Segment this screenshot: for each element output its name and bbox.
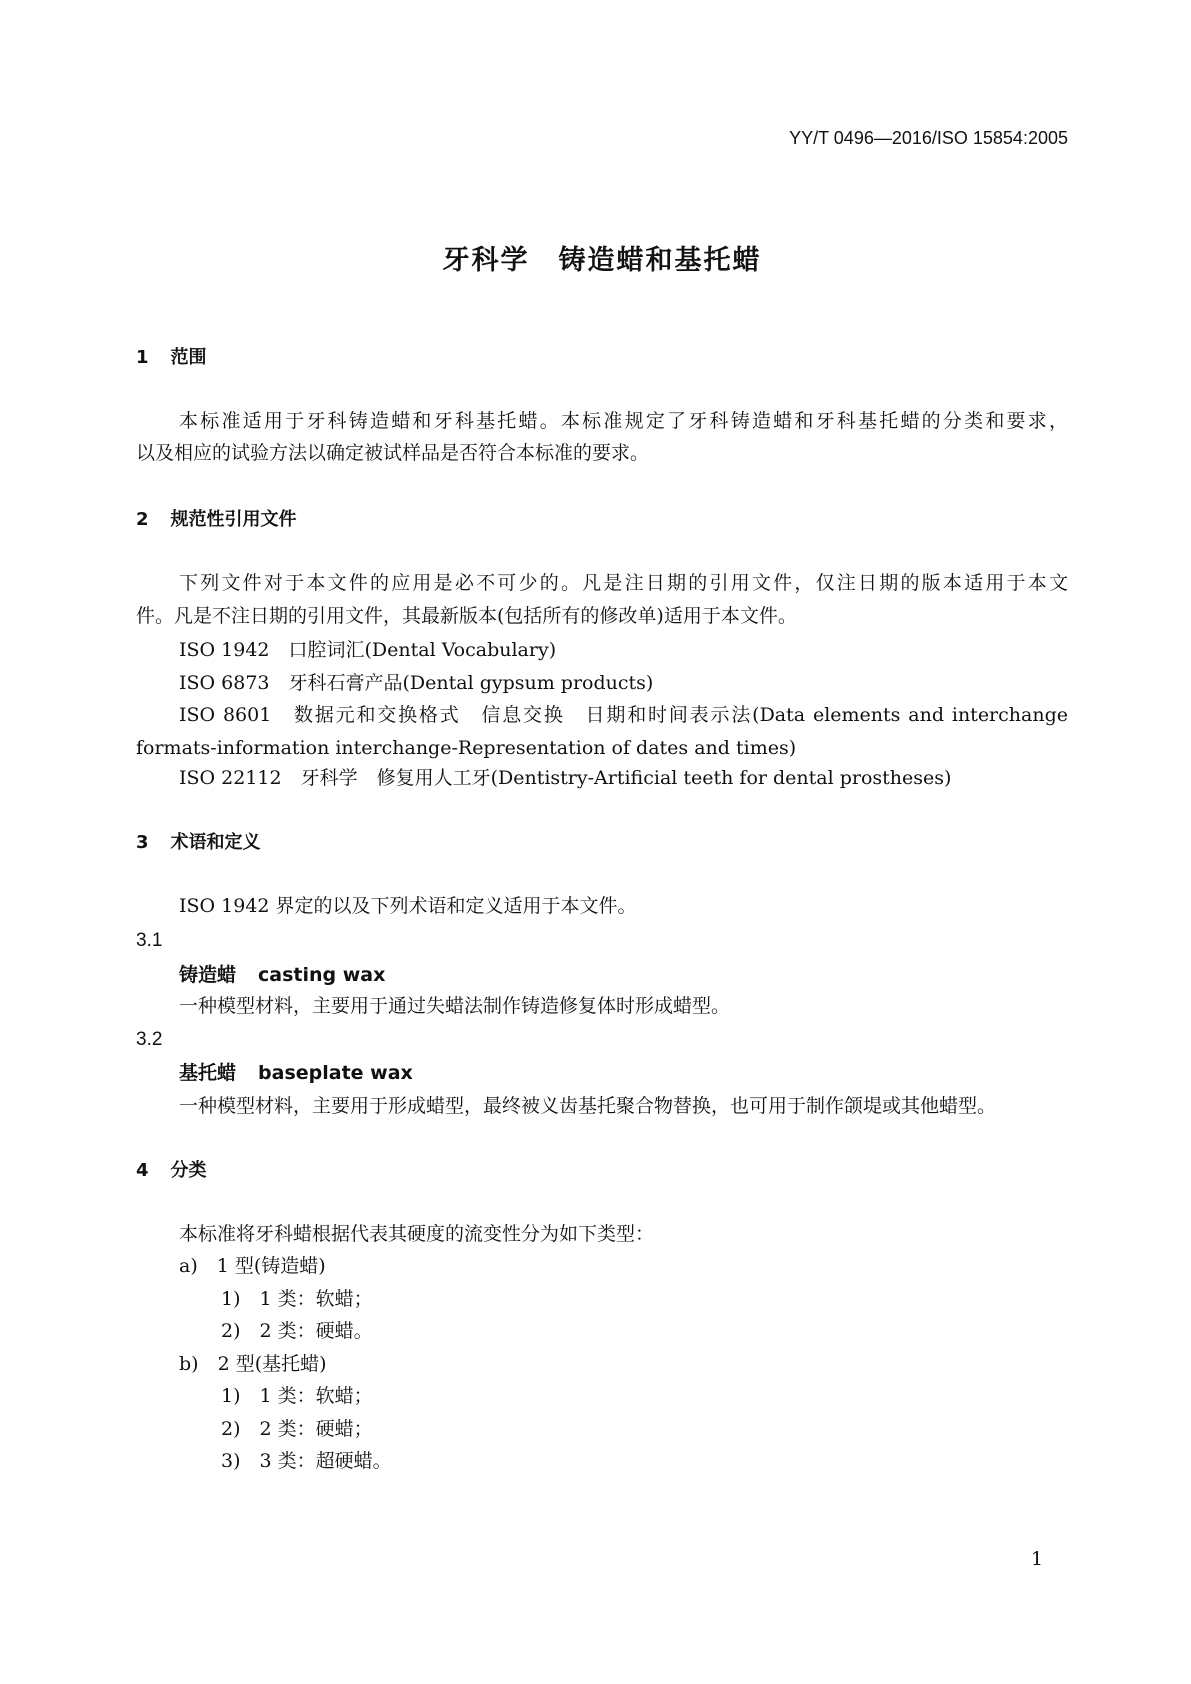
section-3-heading [136, 831, 261, 855]
section-number: 1 [136, 347, 149, 368]
section-title: 规范性引用文件 [170, 509, 297, 530]
paragraph-line: 件。凡是不注日期的引用文件，其最新版本(包括所有的修改单)适用于本文件。 [136, 605, 797, 627]
term-zh: 基托蜡 [179, 1062, 237, 1084]
term-definition: 一种模型材料，主要用于形成蜡型，最终被义齿基托聚合物替换，也可用于制作颌堤或其他蜡型。 [179, 1095, 997, 1117]
term-definition: 一种模型材料，主要用于通过失蜡法制作铸造修复体时形成蜡型。 [179, 995, 731, 1017]
section-title: 范围 [170, 347, 207, 368]
section-title: 分类 [170, 1160, 207, 1181]
list-item: b) 2 型(基托蜡) [179, 1353, 327, 1375]
term-en: baseplate wax [258, 1062, 413, 1084]
term-en: casting wax [258, 964, 386, 986]
reference-item-continued: formats-information interchange-Representation of dates and times) [136, 737, 797, 759]
list-subitem: 3) 3 类：超硬蜡。 [221, 1450, 392, 1472]
section-4-heading [136, 1159, 207, 1183]
term-number: 3.1 [136, 930, 163, 951]
paragraph-line: 本标准将牙科蜡根据代表其硬度的流变性分为如下类型： [179, 1223, 655, 1245]
reference-item: ISO 1942 口腔词汇(Dental Vocabulary) [179, 639, 557, 661]
document-title: 牙科学 铸造蜡和基托蜡 [442, 245, 762, 276]
reference-item: ISO 8601 数据元和交换格式 信息交换 日期和时间表示法(Data elements and interchange [179, 704, 1068, 726]
section-1-heading [136, 346, 207, 370]
list-subitem: 1) 1 类：软蜡； [221, 1288, 373, 1310]
section-number: 2 [136, 509, 149, 530]
section-2-heading [136, 508, 297, 532]
list-subitem: 1) 1 类：软蜡； [221, 1385, 373, 1407]
paragraph-line: 下列文件对于本文件的应用是必不可少的。凡是注日期的引用文件，仅注日期的版本适用于本文 [179, 572, 1068, 594]
term-heading [179, 963, 385, 987]
paragraph-line: 以及相应的试验方法以确定被试样品是否符合本标准的要求。 [136, 442, 650, 464]
list-subitem: 2) 2 类：硬蜡。 [221, 1320, 373, 1342]
term-number: 3.2 [136, 1029, 163, 1050]
page-number: 1 [1031, 1548, 1044, 1570]
list-item: a) 1 型(铸造蜡) [179, 1255, 326, 1277]
section-title: 术语和定义 [170, 832, 261, 853]
reference-item: ISO 22112 牙科学 修复用人工牙(Dentistry-Artificial teeth for dental prostheses) [179, 767, 952, 789]
section-number: 3 [136, 832, 149, 853]
paragraph-line: ISO 1942 界定的以及下列术语和定义适用于本文件。 [179, 895, 637, 917]
term-zh: 铸造蜡 [179, 964, 237, 986]
section-number: 4 [136, 1160, 149, 1181]
reference-item: ISO 6873 牙科石膏产品(Dental gypsum products) [179, 672, 654, 694]
list-subitem: 2) 2 类：硬蜡； [221, 1418, 373, 1440]
term-heading [179, 1061, 413, 1085]
standard-number: YY/T 0496—2016/ISO 15854:2005 [789, 128, 1068, 148]
paragraph-line: 本标准适用于牙科铸造蜡和牙科基托蜡。本标准规定了牙科铸造蜡和牙科基托蜡的分类和要求， [179, 410, 1068, 432]
